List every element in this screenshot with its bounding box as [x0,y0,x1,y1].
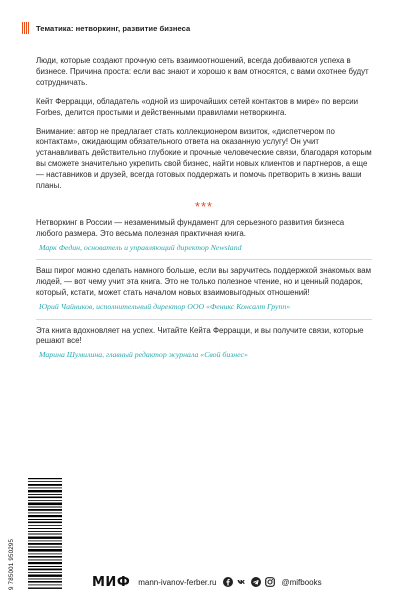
review-text: Нетворкинг в России — незаменимый фундамент для серьезного развития бизнеса любого размера. Это весьма полезная практичная книга. [36,217,345,238]
barcode-digits: 9 785001 950295 [8,538,15,590]
divider [36,319,372,320]
barcode-bars [28,478,62,590]
review-block [36,266,372,312]
intro-paragraph: Внимание: автор не предлагает стать коллекционером визиток, «диспетчером по контактам», ожидающим обязательного ответа на оказанную услугу! Он учит устанавливать действительно глубокие и прочные человеческие связи, благодаря которым вы сможете значительно укрепить свой бизнес, найти новых клиентов и партнеров, а еще — наставников и друзей, всегда готовых поддержать и помочь претворить в жизнь ваши планы. [36,126,372,191]
review-text: Эта книга вдохновляет на успех. Читайте Кейта Феррацци, и вы получите связи, которые решают все! [36,325,364,346]
social-handle[interactable]: @mifbooks [281,577,322,587]
publisher-logo: МИФ [92,574,131,590]
publisher-footer [92,574,322,590]
review-author: Юрий Чайников, исполнительный директор ООО «Феникс Консалт Групп» [39,302,291,311]
facebook-icon[interactable] [223,577,233,587]
topic-label: Тематика: нетворкинг, развитие бизнеса [36,23,191,33]
divider [36,259,372,260]
header-mark-icon [22,22,31,34]
review-block [36,326,372,361]
telegram-icon[interactable] [251,577,261,587]
intro-paragraph: Кейт Феррацци, обладатель «одной из широчайших сетей контактов в мире» по версии Forbes, делится простыми и действенными правилами нетворкинга. [36,96,359,117]
vk-icon[interactable] [237,577,247,587]
publisher-website[interactable]: mann-ivanov-ferber.ru [138,577,217,587]
topic-header [22,22,190,34]
section-separator: *** [194,198,214,214]
back-cover-text [36,56,372,367]
review-text: Ваш пирог можно сделать намного больше, если вы заручитесь поддержкой знакомых вам людей, — вот чему учит эта книга. Это не только полезное чтение, но и ценный подарок, который, кстати, может стать началом новых взаимовыгодных отношений! [36,266,372,298]
review-author: Марина Шумилина, главный редактор журнала «Свой бизнес» [39,350,248,360]
isbn-barcode [8,478,62,590]
intro-paragraph: Люди, которые создают прочную сеть взаимоотношений, всегда добиваются успеха в бизнесе. Причина проста: если вас знают и хорошо к вам относятся, с вами охотнее будут сотрудничать. [36,56,369,87]
social-links [223,577,275,587]
review-author: Марк Федин, основатель и управляющий директор Newsland [39,242,242,252]
review-block [36,218,372,253]
instagram-icon[interactable] [265,577,275,587]
